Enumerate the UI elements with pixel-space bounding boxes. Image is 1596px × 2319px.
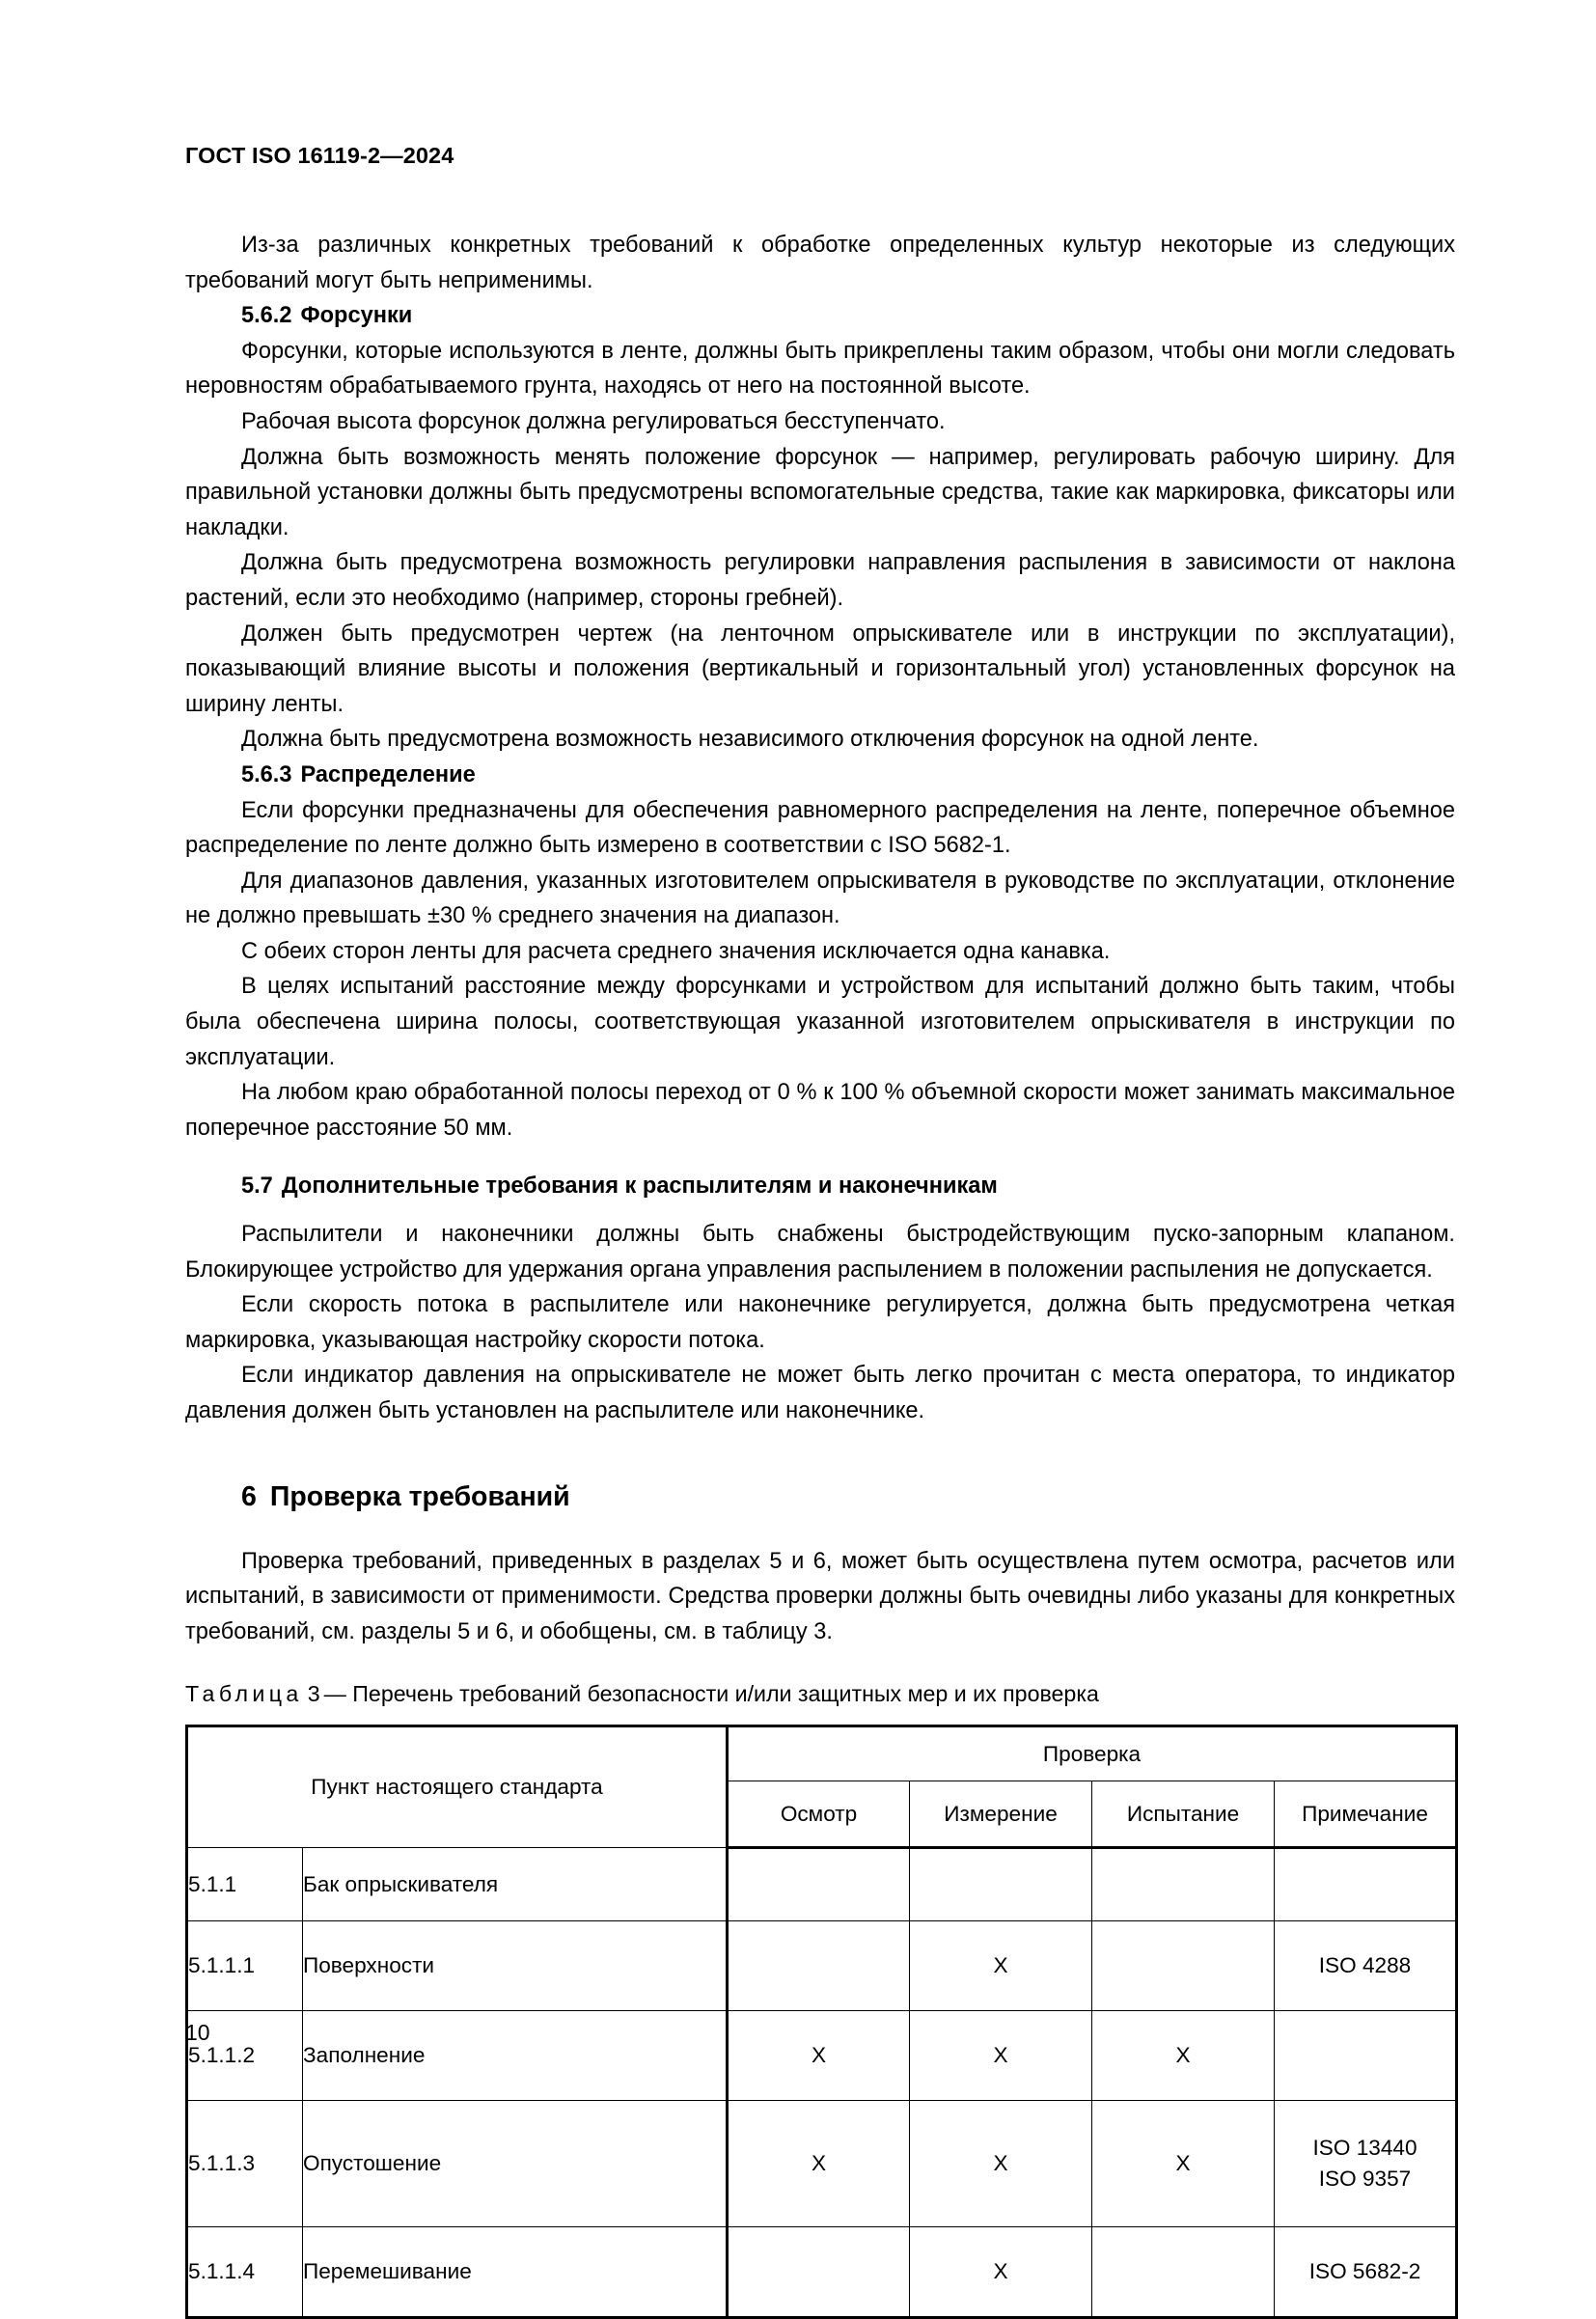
paragraph-5-6-3-5: На любом краю обработанной полосы переход от 0 % к 100 % объемной скорости может занимать максимальное поперечное расстояние 50 мм. bbox=[185, 1080, 1455, 1141]
heading-section-6 bbox=[185, 1429, 1455, 1544]
row-clause-code: 5.1.1 bbox=[187, 1848, 303, 1921]
table-head bbox=[187, 1726, 1457, 1848]
paragraph-5-7-1: Распылители и наконечники должны быть снабжены быстродействующим пуско-запорным клапаном. Блокирующее устройство для удержания органа управления распылением в положении распыления не допускается. bbox=[185, 1222, 1455, 1283]
row-clause-code: 5.1.1.3 bbox=[187, 2101, 303, 2227]
row-clause-name: Заполнение bbox=[303, 2011, 728, 2101]
paragraph-5-6-2-2: Рабочая высота форсунок должна регулироваться бесступенчато. bbox=[241, 408, 946, 434]
heading-5-7-title: Дополнительные требования к распылителям и наконечникам bbox=[281, 1173, 998, 1200]
row-check-ispytanie: X bbox=[1092, 2101, 1275, 2227]
heading-5-7 bbox=[185, 1146, 1455, 1217]
table-row bbox=[187, 1921, 1457, 2011]
row-check-osmotr: X bbox=[728, 2101, 910, 2227]
row-check-izmerenie: X bbox=[910, 2011, 1092, 2101]
row-clause-name: Опустошение bbox=[303, 2101, 728, 2227]
row-check-osmotr bbox=[728, 1848, 910, 1921]
table-caption-dash: — bbox=[323, 1681, 346, 1707]
row-check-ispytanie bbox=[1092, 1848, 1275, 1921]
table-caption-word: Таблица bbox=[185, 1681, 303, 1707]
table-caption bbox=[185, 1649, 1455, 1725]
heading-section-6-title: Проверка требований bbox=[269, 1480, 570, 1512]
table-row bbox=[187, 1848, 1457, 1921]
heading-5-6-3-title: Распределение bbox=[300, 761, 476, 787]
table-header-izmerenie: Измерение bbox=[910, 1781, 1092, 1848]
table-header-ispytanie: Испытание bbox=[1092, 1781, 1275, 1848]
paragraph-5-6-2-4: Должна быть предусмотрена возможность регулировки направления распыления в зависимости от наклона растений, если это необходимо (например, стороны гребней). bbox=[185, 550, 1455, 611]
requirements-table bbox=[185, 1725, 1458, 2319]
row-check-izmerenie: X bbox=[910, 1921, 1092, 2011]
row-check-osmotr bbox=[728, 2227, 910, 2318]
table-row bbox=[187, 2101, 1457, 2227]
heading-5-7-number: 5.7 bbox=[241, 1173, 273, 1200]
row-check-osmotr bbox=[728, 1921, 910, 2011]
table-row bbox=[187, 2227, 1457, 2318]
paragraph-intro: Из-за различных конкретных требований к обработке определенных культур некоторые из следующих требований могут быть неприменимы. bbox=[185, 233, 1455, 293]
table-caption-text: Перечень требований безопасности и/или защитных мер и их проверка bbox=[352, 1681, 1099, 1707]
page-number: 10 bbox=[185, 2020, 210, 2045]
row-note-line: ISO 9357 bbox=[1318, 2167, 1412, 2192]
row-note bbox=[1275, 1848, 1457, 1921]
row-clause-code: 5.1.1.1 bbox=[187, 1921, 303, 2011]
paragraph-5-6-2-6: Должна быть предусмотрена возможность независимого отключения форсунок на одной ленте. bbox=[241, 727, 1259, 753]
heading-5-6-3 bbox=[185, 758, 1455, 793]
row-clause-name: Поверхности bbox=[303, 1921, 728, 2011]
table-body bbox=[187, 1848, 1457, 2318]
row-check-izmerenie: X bbox=[910, 2101, 1092, 2227]
row-clause-code: 5.1.1.2 bbox=[187, 2011, 303, 2101]
table-header-group-check: Проверка bbox=[728, 1726, 1457, 1781]
row-note-line: ISO 13440 bbox=[1312, 2136, 1417, 2161]
paragraph-5-6-3-2: Для диапазонов давления, указанных изготовителем опрыскивателя в руководстве по эксплуатации, отклонение не должно превышать ±30 % среднего значения на диапазон. bbox=[185, 868, 1455, 929]
page-body bbox=[185, 228, 1455, 2319]
row-check-ispytanie bbox=[1092, 1921, 1275, 2011]
heading-5-6-3-number: 5.6.3 bbox=[241, 761, 292, 787]
paragraph-5-6-3-4: В целях испытаний расстояние между форсунками и устройством для испытаний должно быть таким, чтобы была обеспечена ширина полосы, соответствующая указанной изготовителем опрыскивателя в инструкции по эксплуатации. bbox=[185, 974, 1455, 1070]
row-check-ispytanie bbox=[1092, 2227, 1275, 2318]
table-header-osmotr: Осмотр bbox=[728, 1781, 910, 1848]
row-clause-name: Бак опрыскивателя bbox=[303, 1848, 728, 1921]
row-note bbox=[1275, 2101, 1457, 2227]
table-header-clause: Пункт настоящего стандарта bbox=[187, 1726, 728, 1848]
heading-section-6-number: 6 bbox=[241, 1480, 257, 1512]
table-caption-number: 3 bbox=[307, 1681, 320, 1707]
table-header-primechanie: Примечание bbox=[1275, 1781, 1457, 1848]
row-clause-code: 5.1.1.4 bbox=[187, 2227, 303, 2318]
running-header: ГОСТ ISO 16119-2—2024 bbox=[185, 143, 454, 168]
paragraph-5-6-2-5: Должен быть предусмотрен чертеж (на ленточном опрыскивателе или в инструкции по эксплуатации), показывающий влияние высоты и положения (вертикальный и горизонтальный угол) установленных форсунок на ширину ленты. bbox=[185, 621, 1455, 717]
row-note: ISO 4288 bbox=[1275, 1921, 1457, 2011]
heading-5-6-2-number: 5.6.2 bbox=[241, 303, 292, 329]
paragraph-5-6-3-3: С обеих сторон ленты для расчета среднего значения исключается одна канавка. bbox=[241, 938, 1111, 964]
row-note bbox=[1275, 2011, 1457, 2101]
row-check-izmerenie bbox=[910, 1848, 1092, 1921]
heading-5-6-2-title: Форсунки bbox=[300, 303, 413, 329]
paragraph-5-7-2: Если скорость потока в распылителе или наконечнике регулируется, должна быть предусмотрена четкая маркировка, указывающая настройку скорости потока. bbox=[185, 1292, 1455, 1353]
row-note: ISO 5682-2 bbox=[1275, 2227, 1457, 2318]
paragraph-5-7-3: Если индикатор давления на опрыскивателе не может быть легко прочитан с места оператора, то индикатор давления должен быть установлен на распылителе или наконечнике. bbox=[185, 1363, 1455, 1423]
paragraph-5-6-2-1: Форсунки, которые используются в ленте, должны быть прикреплены таким образом, чтобы они могли следовать неровностям обрабатываемого грунта, находясь от него на постоянной высоте. bbox=[185, 338, 1455, 400]
row-check-ispytanie: X bbox=[1092, 2011, 1275, 2101]
row-check-osmotr: X bbox=[728, 2011, 910, 2101]
paragraph-5-6-2-3: Должна быть возможность менять положение форсунок — например, регулировать рабочую ширину. Для правильной установки должны быть предусмотрены вспомогательные средства, такие как маркировка, фиксаторы или накладки. bbox=[185, 444, 1455, 540]
heading-5-6-2 bbox=[185, 298, 1455, 334]
paragraph-5-6-3-1: Если форсунки предназначены для обеспечения равномерного распределения на ленте, поперечное объемное распределение по ленте должно быть измерено в соответствии с ISO 5682-1. bbox=[185, 797, 1455, 859]
table-header-row-1 bbox=[187, 1726, 1457, 1781]
table-row bbox=[187, 2011, 1457, 2101]
row-check-izmerenie: X bbox=[910, 2227, 1092, 2318]
row-clause-name: Перемешивание bbox=[303, 2227, 728, 2318]
paragraph-6-1: Проверка требований, приведенных в разделах 5 и 6, может быть осуществлена путем осмотра, расчетов или испытаний, в зависимости от применимости. Средства проверки должны быть очевидны либо указаны для конкретных требований, см. разделы 5 и 6, и обобщены, см. в таблицу 3. bbox=[185, 1548, 1455, 1644]
